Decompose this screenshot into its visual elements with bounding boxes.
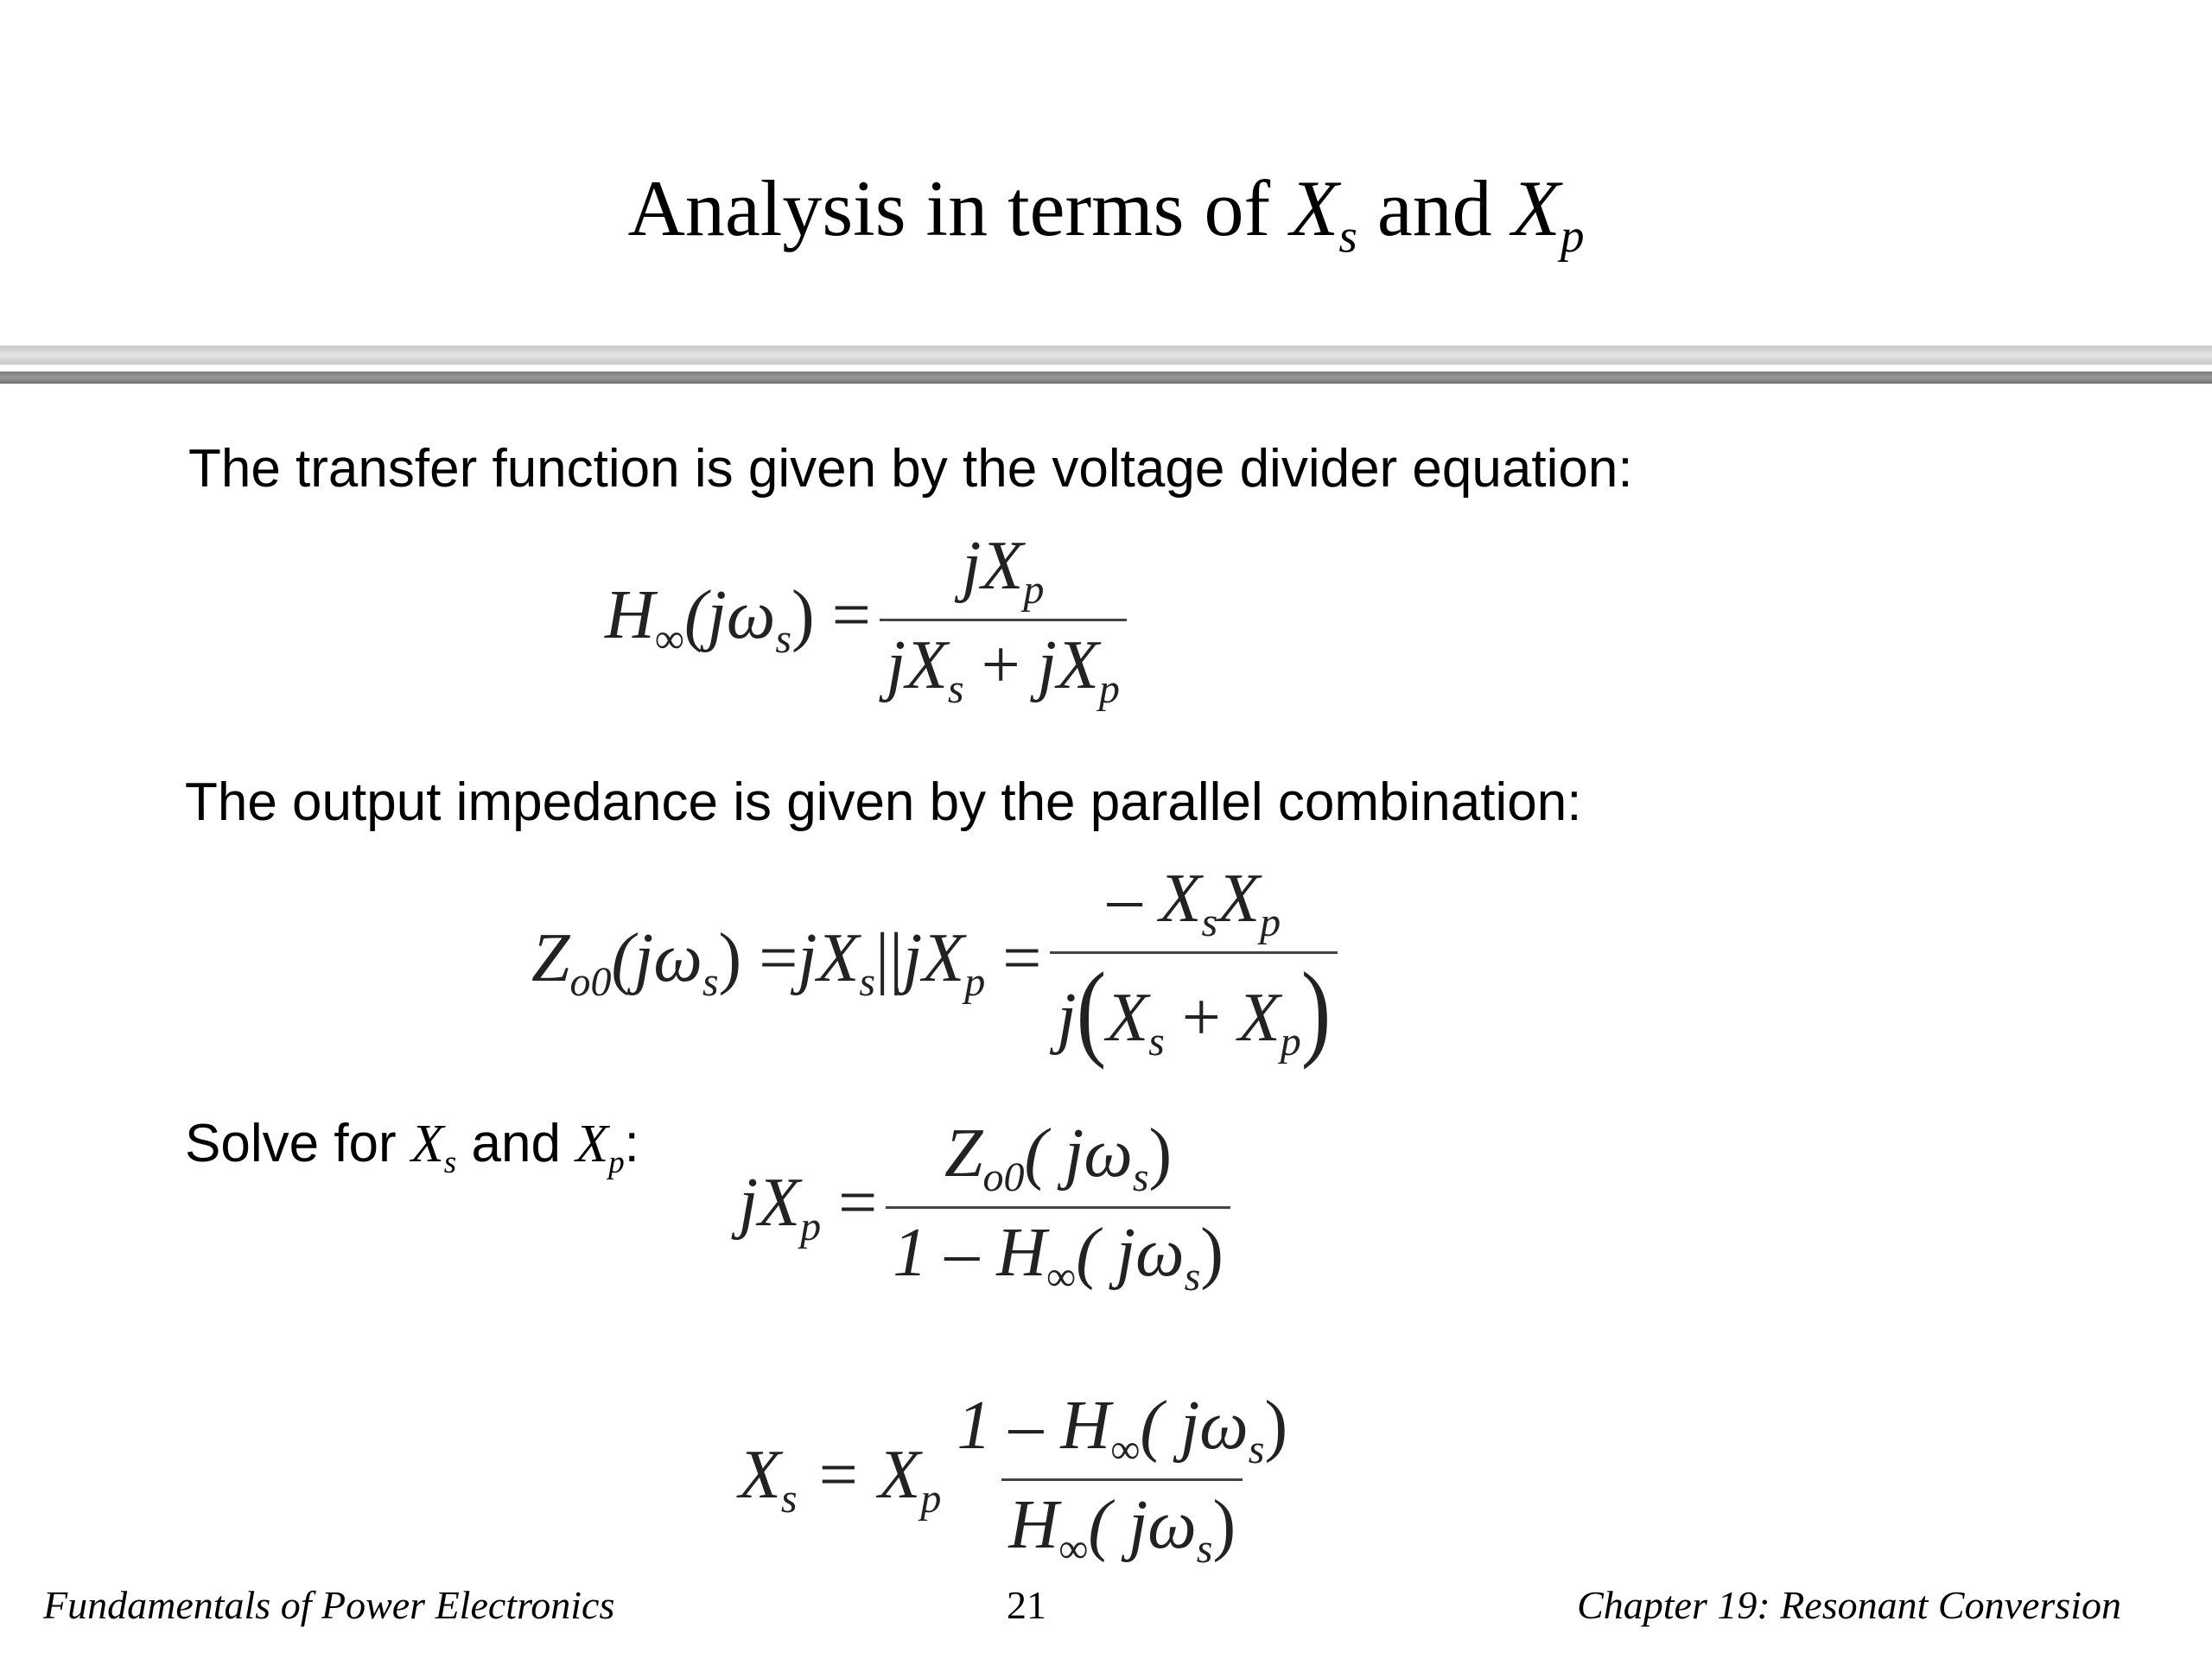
footer-page-number: 21	[1007, 1583, 1046, 1627]
eq2-denominator: $j(X_s + X_p)$	[1050, 951, 1338, 1065]
transfer-function-text: The transfer function is given by the voltage divider equation:	[188, 439, 1633, 499]
output-impedance-text: The output impedance is given by the parallel combination:	[185, 772, 1582, 832]
eq3-numerator: $Z_{o0}$( $j\omega_s$)	[944, 1116, 1173, 1200]
slide-title	[0, 164, 2212, 263]
eq1-lhs: $H_\infty(j\omega_s)$ =	[605, 577, 871, 663]
title-conj: and	[1376, 164, 1492, 252]
title-divider-light	[0, 346, 2212, 365]
output-impedance-equation	[531, 860, 1346, 1071]
eq1-denominator: $jX_s + jX_p$	[880, 619, 1127, 713]
eq3-lhs: $jX_p$ =	[739, 1165, 878, 1250]
footer-chapter: Chapter 19: Resonant Conversion	[1577, 1583, 2121, 1627]
eq4-lhs: $X_s = X_p$	[739, 1437, 942, 1522]
xs-equation	[739, 1387, 1303, 1573]
title-var-xp: $X_p$	[1511, 164, 1585, 263]
jxp-equation	[739, 1115, 1239, 1300]
eq1-fraction	[880, 527, 1127, 713]
eq4-denominator: $H_\infty$( $j\omega_s$)	[1001, 1478, 1243, 1573]
eq2-parallel: $jX_s||jX_p$ =	[798, 919, 1042, 1005]
title-text: Analysis in terms of	[627, 164, 1271, 252]
eq1-numerator: $jX_p$	[962, 528, 1045, 613]
eq4-fraction	[950, 1387, 1294, 1573]
eq4-numerator: $1 - H_\infty$( $j\omega_s$)	[957, 1388, 1288, 1472]
eq2-numerator: – $X_sX_p$	[1107, 861, 1281, 945]
solve-for-prefix: Solve for	[185, 1114, 397, 1173]
title-var-xs: $X_s$	[1290, 164, 1357, 263]
solve-for-xp: $X_p$	[575, 1115, 625, 1181]
solve-for-conj: and	[471, 1114, 561, 1173]
solve-for-text	[185, 1114, 639, 1181]
solve-for-xs: $X_s$	[410, 1115, 457, 1181]
eq2-lhs: $Z_{o0}(j\omega_s)$ =	[531, 919, 798, 1005]
eq3-denominator: $1 - H_\infty$( $j\omega_s$)	[886, 1206, 1230, 1300]
eq2-fraction	[1050, 860, 1338, 1071]
transfer-function-equation	[605, 527, 1135, 713]
eq3-fraction	[886, 1115, 1230, 1300]
title-divider-dark	[0, 372, 2212, 384]
solve-for-colon: :	[624, 1114, 639, 1173]
footer-book-title: Fundamentals of Power Electronics	[43, 1583, 615, 1627]
